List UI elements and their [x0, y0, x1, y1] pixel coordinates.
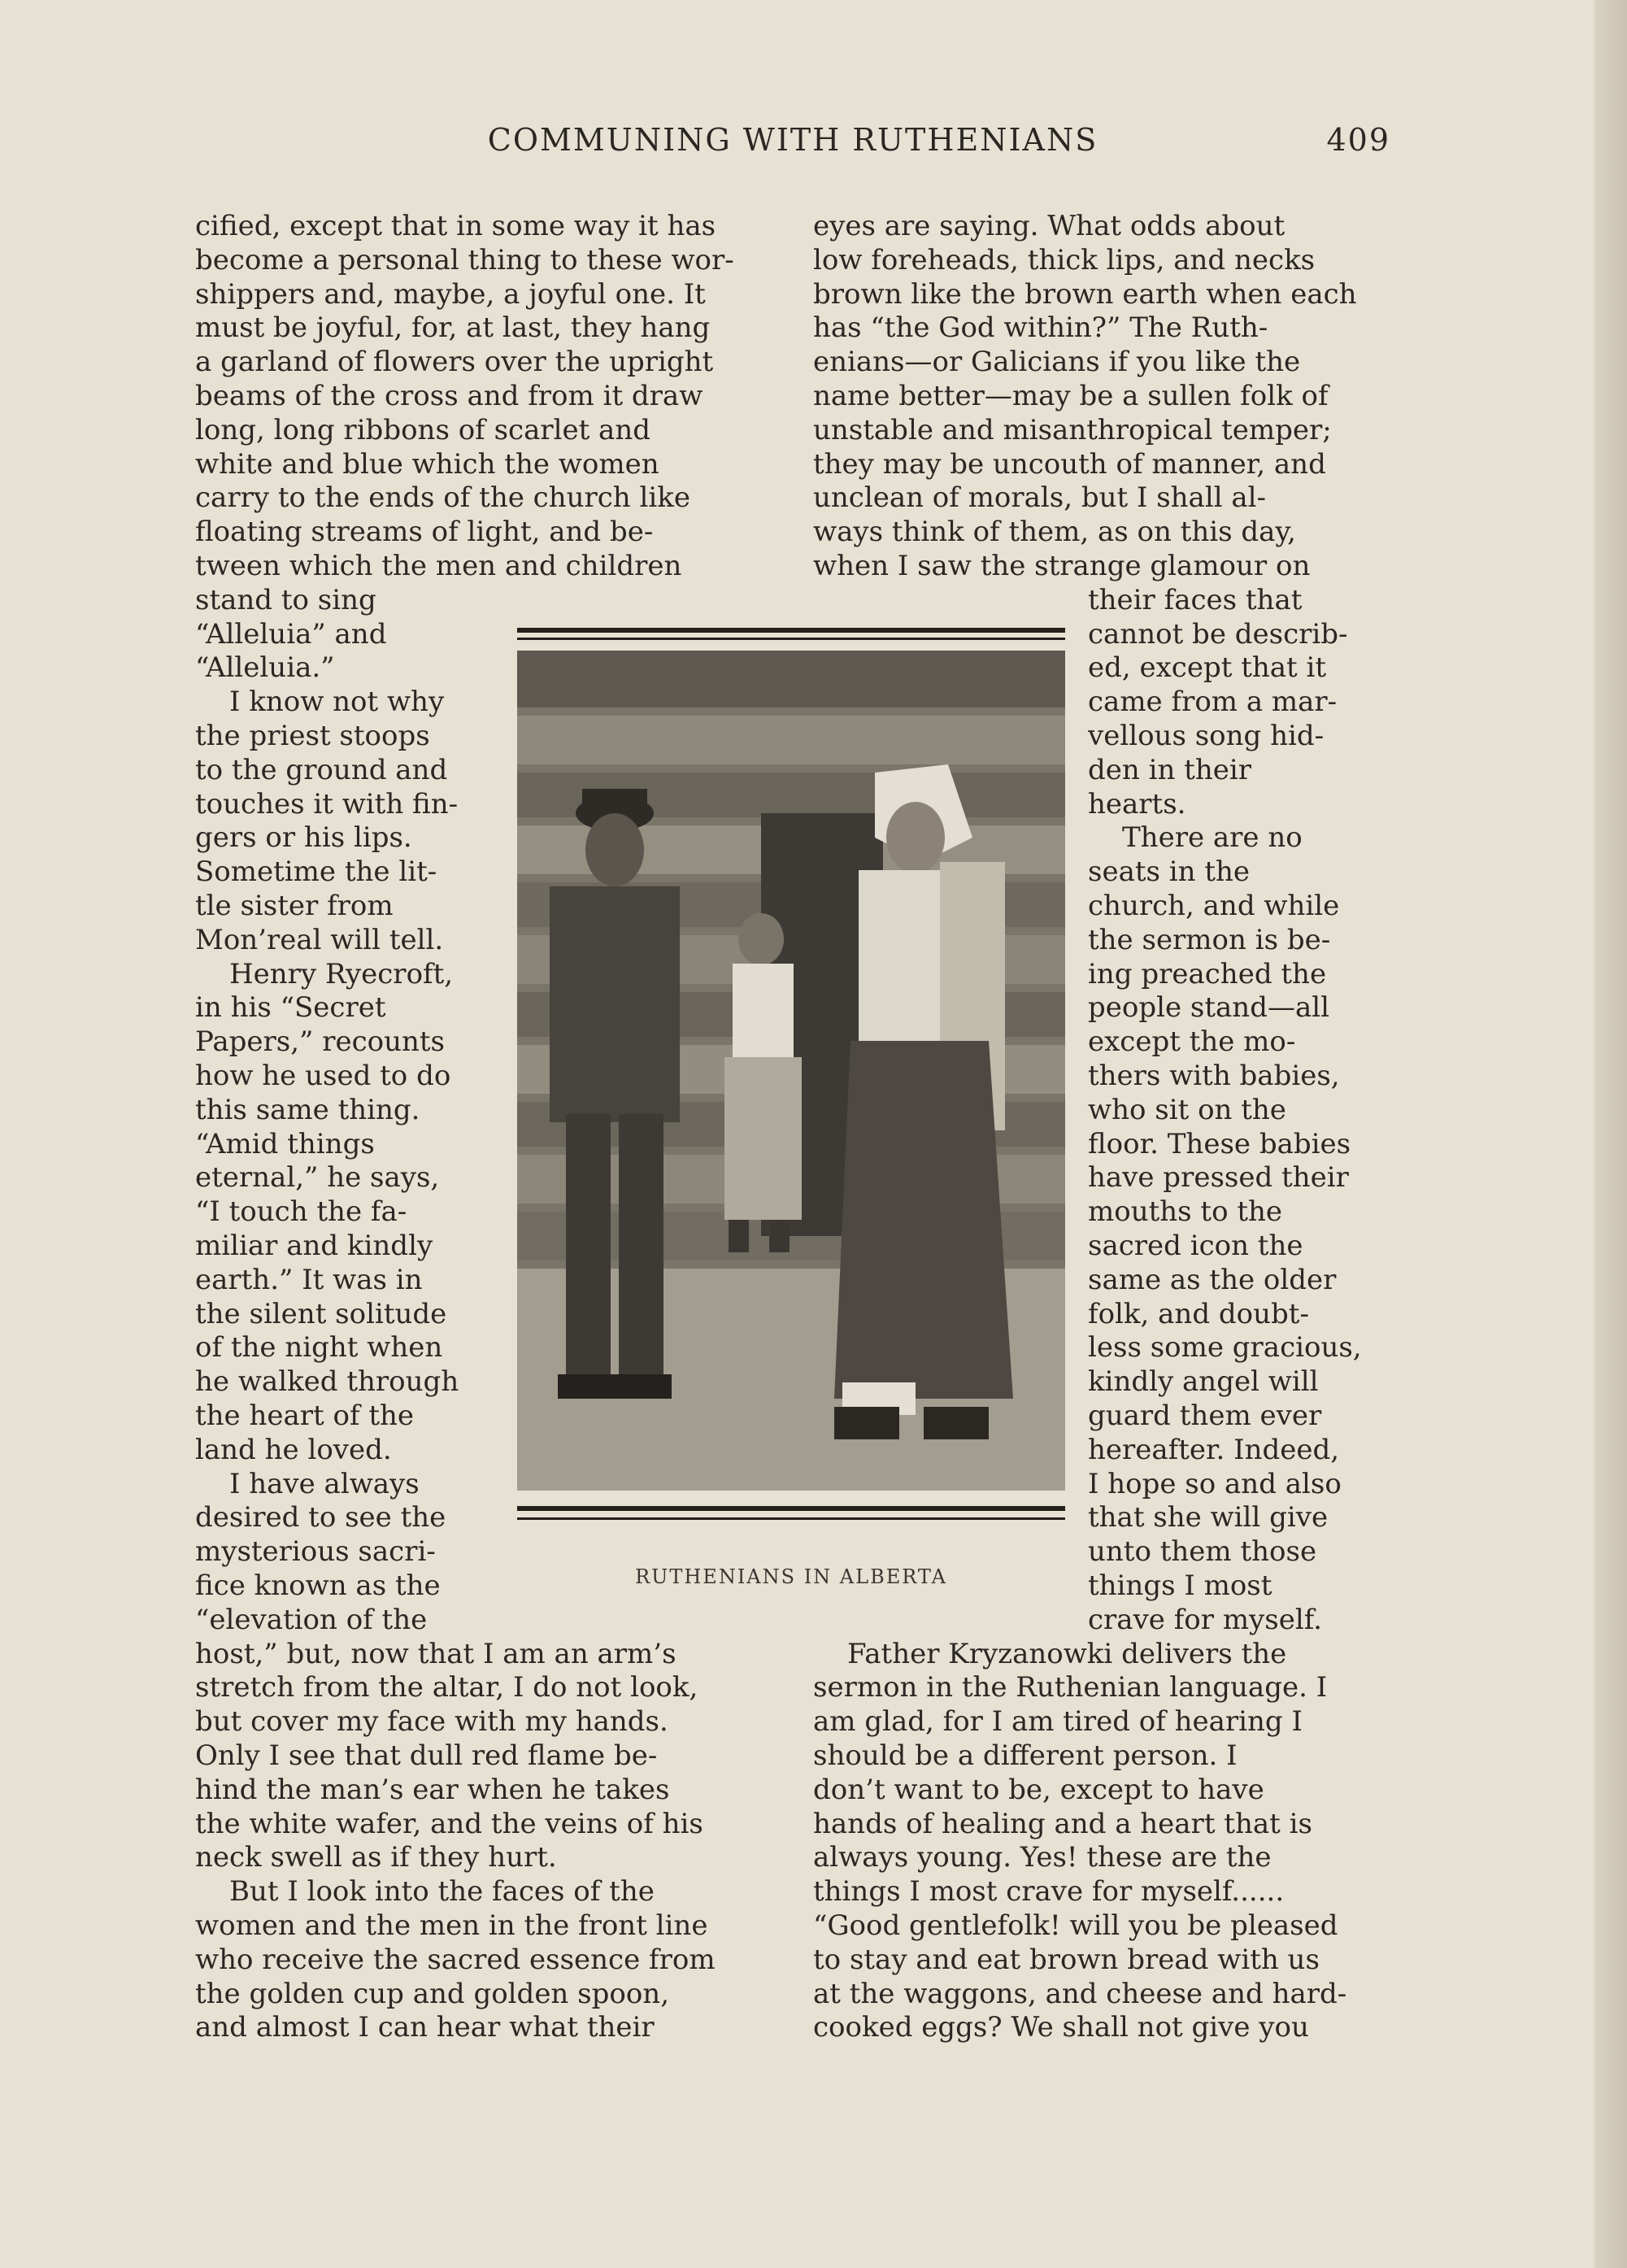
right-text-line: den in their	[1088, 753, 1251, 786]
left-text-line: “Alleluia.”	[195, 651, 335, 685]
right-text-line: the sermon is be-	[1088, 923, 1331, 956]
page-number: 409	[1326, 122, 1390, 158]
left-text-line: cified, except that in some way it has	[195, 210, 716, 242]
right-text-line: to stay and eat brown bread with us	[813, 1943, 1320, 1976]
right-text-line: kindly angel will	[1088, 1365, 1319, 1399]
left-text-line: the silent solitude	[195, 1297, 447, 1330]
left-text-line: the priest stoops	[195, 720, 430, 752]
right-text-line: folk, and doubt-	[1088, 1297, 1309, 1330]
bottom-rule-thin	[517, 1517, 1065, 1520]
right-text-line: have pressed their	[1088, 1161, 1349, 1195]
right-text-line: sacred icon the	[1088, 1230, 1303, 1262]
right-text-line: “Good gentlefolk! will you be pleased	[813, 1909, 1338, 1942]
left-text-line: women and the men in the front line	[195, 1909, 708, 1942]
left-text-line: earth.” It was in	[195, 1263, 423, 1296]
right-text-line: guard them ever	[1088, 1400, 1322, 1432]
right-text-line: things I most	[1088, 1569, 1272, 1602]
right-text-line: seats in the	[1088, 855, 1251, 889]
top-rule-thin	[517, 638, 1065, 640]
right-text-line: name better—may be a sullen folk of	[813, 380, 1329, 412]
left-text-line: white and blue which the women	[195, 447, 659, 481]
left-text-line: desired to see the	[195, 1501, 446, 1534]
left-text-line: Sometime the lit-	[195, 855, 437, 889]
left-text-line: “elevation of the	[195, 1603, 428, 1636]
left-text-line: host,” but, now that I am an arm’s	[195, 1637, 676, 1670]
left-text-line: I have always	[229, 1467, 420, 1500]
right-text-line: when I saw the strange glamour on	[813, 550, 1311, 582]
right-text-line: am glad, for I am tired of hearing I	[813, 1705, 1303, 1739]
right-text-line: same as the older	[1088, 1263, 1337, 1296]
left-text-line: stand to sing	[195, 583, 376, 616]
left-text-line: “Amid things	[195, 1127, 375, 1160]
left-text-line: gers or his lips.	[195, 821, 412, 855]
left-text-line: tle sister from	[195, 890, 394, 922]
right-text-line: unto them those	[1088, 1535, 1317, 1569]
right-text-line: should be a different person. I	[813, 1739, 1238, 1772]
left-text-line: miliar and kindly	[195, 1230, 433, 1262]
right-text-line: ing preached the	[1088, 957, 1327, 990]
left-text-line: become a personal thing to these wor-	[195, 243, 734, 276]
left-text-line: of the night when	[195, 1331, 443, 1365]
right-text-line: I hope so and also	[1088, 1467, 1342, 1500]
left-text-line: carry to the ends of the church like	[195, 481, 690, 515]
right-text-line: vellous song hid-	[1088, 720, 1325, 752]
left-text-line: floating streams of light, and be-	[195, 516, 654, 549]
left-text-line: how he used to do	[195, 1060, 451, 1092]
left-text-line: hind the man’s ear when he takes	[195, 1773, 670, 1806]
right-text-line: don’t want to be, except to have	[813, 1773, 1264, 1806]
right-text-line: has “the God within?” The Ruth-	[813, 311, 1268, 345]
right-text-line: enians—or Galicians if you like the	[813, 346, 1301, 379]
top-rule-thick	[517, 628, 1065, 633]
left-text-line: touches it with fin-	[195, 787, 459, 821]
right-text-line: at the waggons, and cheese and hard-	[813, 1977, 1347, 2010]
left-text-line: he walked through	[195, 1365, 459, 1399]
right-text-line: cannot be describ-	[1088, 617, 1348, 651]
left-text-line: tween which the men and children	[195, 550, 682, 582]
right-text-line: unstable and misanthropical temper;	[813, 413, 1332, 446]
right-text-line: except the mo-	[1088, 1025, 1296, 1059]
right-text-line: low foreheads, thick lips, and necks	[813, 243, 1316, 276]
right-text-line: crave for myself.	[1088, 1603, 1322, 1636]
right-text-line: less some gracious,	[1088, 1331, 1362, 1365]
left-text-line: who receive the sacred essence from	[195, 1943, 716, 1976]
photo-caption: RUTHENIANS IN ALBERTA	[635, 1565, 947, 1588]
running-header	[195, 122, 1390, 163]
right-text-line: always young. Yes! these are the	[813, 1841, 1272, 1874]
left-text-line: the golden cup and golden spoon,	[195, 1977, 669, 2010]
left-text-line: long, long ribbons of scarlet and	[195, 413, 650, 446]
right-text-line: thers with babies,	[1088, 1060, 1340, 1092]
running-title: COMMUNING WITH RUTHENIANS	[487, 122, 1098, 158]
left-text-line: land he loved.	[195, 1433, 392, 1466]
left-text-line: fice known as the	[195, 1569, 441, 1602]
right-text-line: floor. These babies	[1088, 1127, 1351, 1160]
right-text-line: ways think of them, as on this day,	[813, 516, 1296, 549]
left-text-line: must be joyful, for, at last, they hang	[195, 311, 711, 345]
left-text-line: shippers and, maybe, a joyful one. It	[195, 277, 706, 311]
left-text-line: Henry Ryecroft,	[229, 957, 454, 990]
left-text-line: but cover my face with my hands.	[195, 1705, 668, 1739]
right-text-line: who sit on the	[1088, 1093, 1286, 1126]
left-text-line: this same thing.	[195, 1093, 420, 1126]
right-text-line: Father Kryzanowki delivers the	[847, 1637, 1287, 1670]
left-text-line: and almost I can hear what their	[195, 2011, 655, 2044]
left-text-line: to the ground and	[195, 753, 448, 786]
left-text-line: I know not why	[229, 686, 445, 719]
right-text-line: came from a mar-	[1088, 686, 1338, 719]
left-text-line: eternal,” he says,	[195, 1161, 440, 1195]
page-edge-shadow	[1594, 0, 1627, 2268]
right-text-line: cooked eggs? We shall not give you	[813, 2011, 1309, 2044]
left-text-line: “Alleluia” and	[195, 617, 387, 651]
right-text-line: hands of healing and a heart that is	[813, 1807, 1312, 1840]
left-text-line: in his “Secret	[195, 991, 386, 1025]
left-text-line: neck swell as if they hurt.	[195, 1841, 557, 1874]
left-text-line: Mon’real will tell.	[195, 923, 444, 956]
left-text-line: But I look into the faces of the	[229, 1875, 655, 1909]
right-text-line: There are no	[1122, 821, 1303, 855]
left-text-line: mysterious sacri-	[195, 1535, 436, 1569]
right-text-line: ed, except that it	[1088, 651, 1327, 685]
left-text-line: “I touch the fa-	[195, 1195, 407, 1229]
right-text-line: their faces that	[1088, 583, 1303, 616]
left-text-line: beams of the cross and from it draw	[195, 380, 703, 412]
right-text-line: that she will give	[1088, 1501, 1329, 1534]
left-text-line: stretch from the altar, I do not look,	[195, 1671, 698, 1704]
right-text-line: eyes are saying. What odds about	[813, 210, 1286, 242]
bottom-rule-thick	[517, 1506, 1065, 1511]
left-text-line: Papers,” recounts	[195, 1025, 445, 1059]
right-text-line: people stand—all	[1088, 991, 1329, 1025]
right-text-line: unclean of morals, but I shall al-	[813, 481, 1267, 515]
girl-figure	[724, 913, 802, 1252]
left-text-line: the white wafer, and the veins of his	[195, 1807, 703, 1840]
right-text-line: sermon in the Ruthenian language. I	[813, 1671, 1328, 1704]
right-text-line: brown like the brown earth when each	[813, 277, 1357, 311]
left-text-line: a garland of flowers over the upright	[195, 346, 714, 379]
ruthenians-photograph	[517, 651, 1065, 1491]
left-text-line: Only I see that dull red flame be-	[195, 1739, 658, 1772]
right-text-line: hearts.	[1088, 787, 1186, 821]
right-text-line: hereafter. Indeed,	[1088, 1433, 1340, 1466]
photo-illustration	[517, 651, 1065, 1491]
right-text-line: things I most crave for myself......	[813, 1875, 1285, 1909]
left-text-line: the heart of the	[195, 1400, 415, 1432]
right-text-line: they may be uncouth of manner, and	[813, 447, 1326, 481]
right-text-line: church, and while	[1088, 890, 1340, 922]
right-text-line: mouths to the	[1088, 1195, 1283, 1229]
